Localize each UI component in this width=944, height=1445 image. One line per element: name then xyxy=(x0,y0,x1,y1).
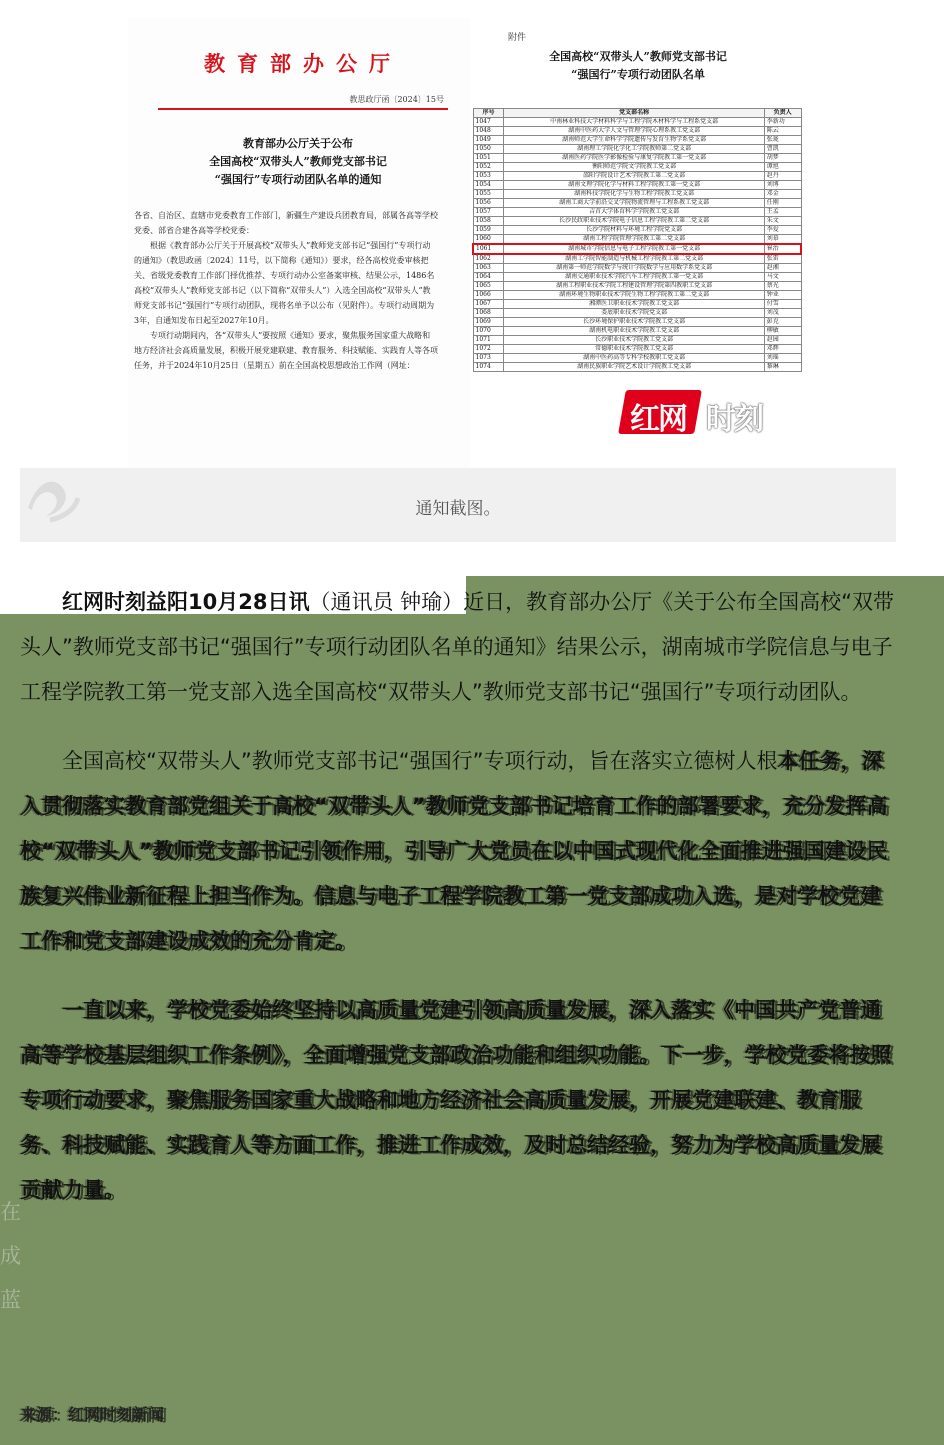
leader-name: 彭克 xyxy=(764,318,801,327)
leader-name: 赵园 xyxy=(764,336,801,345)
branch-name: 湖南文理学院化学与材料工程学院教工第一党支部 xyxy=(504,181,764,190)
row-number: 1067 xyxy=(473,300,504,309)
table-row xyxy=(473,354,801,363)
leader-name: 黎琳 xyxy=(764,363,801,372)
leader-name: 付雪 xyxy=(764,300,801,309)
leader-name: 李爱 xyxy=(764,226,801,235)
row-number: 1060 xyxy=(473,235,504,245)
document-number: 教思政厅函〔2024〕15号 xyxy=(349,95,444,104)
table-header-row xyxy=(473,109,801,118)
branch-name: 湖南民族职业学院艺术设计学院教工党支部 xyxy=(504,363,764,372)
branch-name: 吉首大学体育科学学院教工党支部 xyxy=(504,208,764,217)
leader-name: 陈云 xyxy=(764,127,801,136)
row-number: 1054 xyxy=(473,181,504,190)
leader-name: 邓辉 xyxy=(764,345,801,354)
leader-name: 王孟 xyxy=(764,208,801,217)
branch-name: 衡阳师范学院文学院教工党支部 xyxy=(504,163,764,172)
branch-name: 湖南环境生物职业技术学院生物工程学院教工第二党支部 xyxy=(504,291,764,300)
column-header: 负责人 xyxy=(764,109,801,118)
dateline: 红网时刻益阳10月28日讯 xyxy=(62,590,310,614)
leader-name: 赵湘 xyxy=(764,264,801,273)
branch-name: 长沙环境保护职业技术学院教工党支部 xyxy=(504,318,764,327)
branch-name: 湖南医药学院医学影像检验与康复学院教工第一党支部 xyxy=(504,154,764,163)
branch-name: 中南林业科技大学材料科学与工程学院木材科学与工程系党支部 xyxy=(504,118,764,127)
table-row xyxy=(473,127,801,136)
leader-name: 柳敏 xyxy=(764,327,801,336)
row-number: 1059 xyxy=(473,226,504,235)
logo-text: 红网 xyxy=(630,402,686,437)
article-body xyxy=(20,580,900,1237)
lead-text: （通讯员 钟瑜）近日，教育部办公厅《关于公布全国高校“双带头人”教师党支部书记“强国行”专项行动团队名单的通知》结果公示，湖南城市学院信息与电子工程学院教工第一党支部入选全国高校“双带头人”教师党支部书记“强国行”专项行动团队。 xyxy=(20,590,895,704)
branch-name: 湖南机电职业技术学院教工党支部 xyxy=(504,327,764,336)
row-number: 1047 xyxy=(473,118,504,127)
branch-name: 邵阳学院设计艺术学院教工第二党支部 xyxy=(504,172,764,181)
branch-name: 湖南工程学院管理学院教工第二党支部 xyxy=(504,235,764,245)
leader-name: 任刚 xyxy=(764,199,801,208)
branch-name: 湖南科技学院化学与生物工程学院教工党支部 xyxy=(504,190,764,199)
document-paragraph: 根据《教育部办公厅关于开展高校“双带头人”教师党支部书记“强国行”专项行动的通知》（教思政函〔2024〕11号，以下简称《通知》）要求，经各高校党委审核把关、省级党委教育工作部门择优推荐、专项行动办公室备案审核、结果公示，1486名高校“双带头人”教师党支部书记（以下简称“双带头人”）入选全国高校“双带头人”教师党支部书记“强国行”专项行动团队，现将名单予以公布（见附件）。专项行动周期为3年，自通知发布日起至2027年10月。 xyxy=(134,241,435,325)
table-row xyxy=(473,235,801,245)
column-header: 党支部名称 xyxy=(504,109,764,118)
row-number: 1056 xyxy=(473,199,504,208)
table-row xyxy=(473,172,801,181)
edge-artifact: 成 xyxy=(0,1244,21,1268)
document-title xyxy=(148,135,448,189)
leader-name: 崔治 xyxy=(764,244,801,254)
row-number: 1062 xyxy=(473,254,504,264)
row-number: 1070 xyxy=(473,327,504,336)
table-row xyxy=(473,291,801,300)
attachment-label: 附件 xyxy=(508,33,527,43)
branch-name: 湖南交通职业技术学院汽车工程学院教工第一党支部 xyxy=(504,273,764,282)
leader-name: 胡梦 xyxy=(764,154,801,163)
row-number: 1049 xyxy=(473,136,504,145)
attachment-title xyxy=(488,48,788,84)
leader-name: 张雷 xyxy=(764,254,801,264)
leader-name: 钟业 xyxy=(764,291,801,300)
row-number: 1052 xyxy=(473,163,504,172)
row-number: 1050 xyxy=(473,145,504,154)
attachment-title-line: 全国高校“双带头人”教师党支部书记 xyxy=(549,50,727,63)
leader-name: 刘茂 xyxy=(764,309,801,318)
table-row xyxy=(473,309,801,318)
column-header: 序号 xyxy=(473,109,504,118)
attachment-title-line: “强国行”专项行动团队名单 xyxy=(571,68,705,81)
red-divider xyxy=(158,108,448,110)
table-row xyxy=(473,217,801,226)
branch-name: 湖南中医药大学人文与管理学院心理系教工党支部 xyxy=(504,127,764,136)
row-number: 1068 xyxy=(473,309,504,318)
hongwang-watermark-logo xyxy=(622,390,802,442)
row-number: 1061 xyxy=(473,244,504,254)
leader-name: 曹凯 xyxy=(764,145,801,154)
leader-name: 邓金 xyxy=(764,190,801,199)
table-row xyxy=(473,264,801,273)
table-row xyxy=(473,163,801,172)
table-row xyxy=(473,254,801,264)
leader-name: 刘慕 xyxy=(764,235,801,245)
row-number: 1063 xyxy=(473,264,504,273)
notice-screenshot[interactable] xyxy=(20,18,896,468)
document-title-line: “强国行”专项行动团队名单的通知 xyxy=(214,173,382,186)
logo-text: 时刻 xyxy=(706,402,762,437)
row-number: 1055 xyxy=(473,190,504,199)
table-row xyxy=(473,154,801,163)
leader-name: 李新功 xyxy=(764,118,801,127)
table-row xyxy=(473,363,801,372)
leader-name: 朱文 xyxy=(764,217,801,226)
leader-name: 刘博 xyxy=(764,181,801,190)
table-row xyxy=(473,273,801,282)
row-number: 1073 xyxy=(473,354,504,363)
leader-name: 张珑 xyxy=(764,136,801,145)
document-title-line: 全国高校“双带头人”教师党支部书记 xyxy=(209,155,387,168)
document-paragraph: 各省、自治区、直辖市党委教育工作部门，新疆生产建设兵团教育局，部属各高等学校党委、部省合建各高等学校党委： xyxy=(134,211,438,235)
document-body xyxy=(134,208,438,373)
table-row xyxy=(473,199,801,208)
branch-name: 长沙民政职业技术学院电子信息工程学院教工第二党支部 xyxy=(504,217,764,226)
article-paragraph xyxy=(20,739,900,964)
table-row xyxy=(473,300,801,309)
article-paragraph-lead xyxy=(20,580,900,715)
row-number: 1066 xyxy=(473,291,504,300)
table-row xyxy=(473,190,801,199)
article-source: 来源：红网时刻新闻 xyxy=(20,1405,165,1424)
table-row xyxy=(473,318,801,327)
row-number: 1072 xyxy=(473,345,504,354)
table-row xyxy=(473,136,801,145)
branch-name: 长沙职业技术学院教工党支部 xyxy=(504,336,764,345)
branch-name: 湖南第一师范学院数学与统计学院数学与应用数学系党支部 xyxy=(504,264,764,273)
branch-name: 常德职业技术学院教工党支部 xyxy=(504,345,764,354)
branch-name: 湖南理工学院化学化工学院教师第二党支部 xyxy=(504,145,764,154)
table-row xyxy=(473,345,801,354)
branch-name: 湖南师范大学生命科学学院遗传与发育生物学系党支部 xyxy=(504,136,764,145)
row-number: 1064 xyxy=(473,273,504,282)
branch-name: 湖南工商大学前沿交叉学院物流管理与工程系教工党支部 xyxy=(504,199,764,208)
row-number: 1071 xyxy=(473,336,504,345)
branch-name: 湖南城市学院信息与电子工程学院教工第一党支部 xyxy=(504,244,764,254)
table-row xyxy=(473,208,801,217)
leader-name: 蔡光 xyxy=(764,282,801,291)
row-number: 1051 xyxy=(473,154,504,163)
branch-name: 湖南工程职业技术学院工程建设管理学院第四教职工党支部 xyxy=(504,282,764,291)
edge-artifact: 蓝 xyxy=(0,1288,21,1312)
table-row xyxy=(473,282,801,291)
row-number: 1058 xyxy=(473,217,504,226)
leader-name: 马文 xyxy=(764,273,801,282)
branch-name: 湖南工学院智能制造与机械工程学院教工第二党支部 xyxy=(504,254,764,264)
article-paragraph: 一直以来，学校党委始终坚持以高质量党建引领高质量发展，深入落实《中国共产党普通高等学校基层组织工作条例》，全面增强党支部政治功能和组织功能。下一步，学校党委将按照专项行动要求，聚焦服务国家重大战略和地方经济社会高质量发展，开展党建联建、教育服务、科技赋能、实践育人等方面工作，推进工作成效，及时总结经验，努力为学校高质量发展贡献力量。 xyxy=(20,998,892,1202)
notice-document xyxy=(128,18,470,476)
document-paragraph: 专项行动期间内，各“双带头人”要按照《通知》要求，聚焦服务国家重大战略和地方经济社会高质量发展，积极开展党建联建、教育服务、科技赋能、实践育人等各项任务，并于2024年10月25日（星期五）前在全国高校思想政治工作网（网址： xyxy=(134,331,438,370)
image-caption: 通知截图。 xyxy=(415,499,501,519)
row-number: 1048 xyxy=(473,127,504,136)
paragraph-text: 全国高校“双带头人”教师党支部书记“强国行”专项行动，旨在落实立德树人根 xyxy=(62,749,778,773)
leader-name: 刘瑶 xyxy=(764,354,801,363)
branch-name: 长沙学院材料与环境工程学院党支部 xyxy=(504,226,764,235)
leader-name: 谭旭 xyxy=(764,163,801,172)
row-number: 1074 xyxy=(473,363,504,372)
table-row xyxy=(473,226,801,235)
document-title-line: 教育部办公厅关于公布 xyxy=(243,137,353,150)
table-row xyxy=(473,336,801,345)
edge-artifact: 在 xyxy=(0,1200,21,1224)
team-list-table xyxy=(472,108,802,372)
table-row xyxy=(473,181,801,190)
leader-name: 赵丹 xyxy=(764,172,801,181)
table-row xyxy=(473,244,801,254)
paragraph-text: 本任务，深入贯彻落实教育部党组关于高校“双带头人”教师党支部书记培育工作的部署要求，充分发挥高校“双带头人”教师党支部书记引领作用，引导广大党员在以中国式现代化全面推进强国建设民族复兴伟业新征程上担当作为。信息与电子工程学院教工第一党支部成功入选，是对学校党建工作和党支部建设成效的充分肯定。 xyxy=(20,749,888,953)
table-row xyxy=(473,327,801,336)
row-number: 1065 xyxy=(473,282,504,291)
branch-name: 湖南中医药高等专科学校教职工党支部 xyxy=(504,354,764,363)
row-number: 1053 xyxy=(473,172,504,181)
table-row xyxy=(473,145,801,154)
document-header: 教育部办公厅 xyxy=(204,51,402,76)
table-row xyxy=(473,118,801,127)
branch-name: 娄底职业技术学院党支部 xyxy=(504,309,764,318)
row-number: 1057 xyxy=(473,208,504,217)
branch-name: 湘潭医卫职业技术学院教工党支部 xyxy=(504,300,764,309)
caption-bar xyxy=(20,468,896,542)
row-number: 1069 xyxy=(473,318,504,327)
